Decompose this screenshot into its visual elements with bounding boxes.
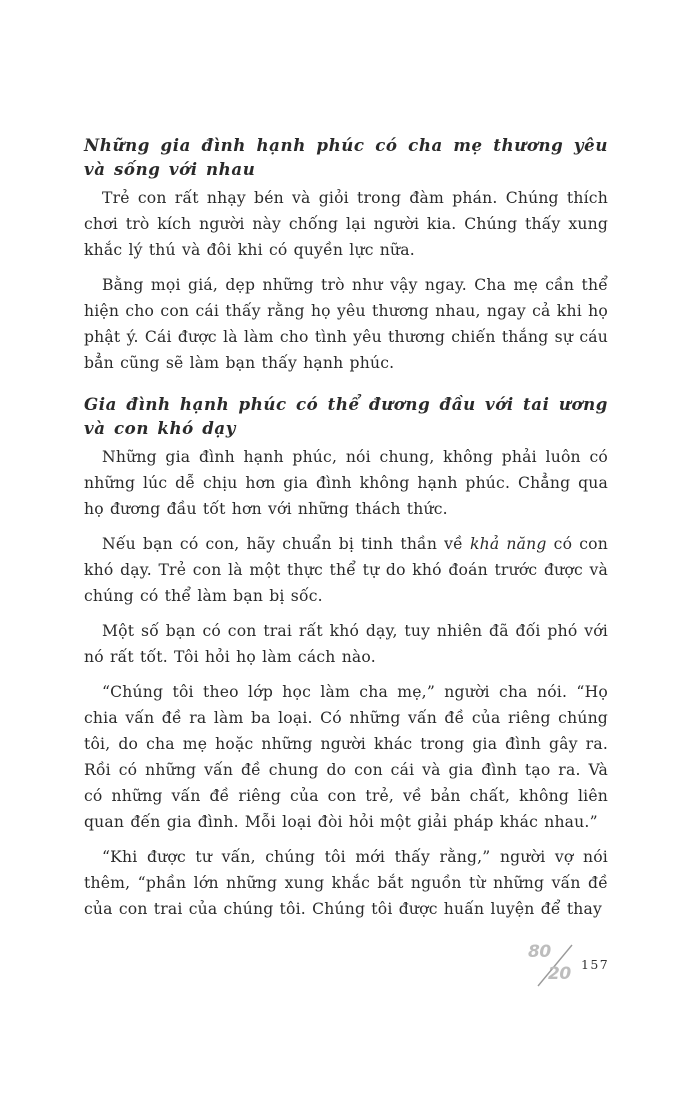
logo-top-number: 80 <box>528 942 551 962</box>
paragraph-with-emphasis <box>84 531 608 609</box>
logo-bottom-number: 20 <box>548 964 571 984</box>
paragraph: Trẻ con rất nhạy bén và giỏi trong đàm phán. Chúng thích chơi trò kích người này chống lại người kia. Chúng thấy xung khắc lý thú và đôi khi có quyền lực nữa. <box>84 189 608 259</box>
paragraph-quote-father: “Chúng tôi theo lớp học làm cha mẹ,” người cha nói. “Họ chia vấn đề ra làm ba loại. Có những vấn đề của riêng chúng tôi, do cha mẹ hoặc những người khác trong gia đình gây ra. Rồi có những vấn đề chung do con cái và gia đình tạo ra. Và có những vấn đề riêng của con trẻ, về bản chất, không liên quan đến gia đình. Mỗi loại đòi hỏi một giải pháp khác nhau.” <box>84 683 608 831</box>
paragraph: Một số bạn có con trai rất khó dạy, tuy nhiên đã đối phó với nó rất tốt. Tôi hỏi họ làm cách nào. <box>84 622 608 666</box>
section-heading-happy-families-loving-parents: Những gia đình hạnh phúc có cha mẹ thương yêu và sống với nhau <box>84 135 608 179</box>
emphasis-text: khả năng <box>469 535 547 553</box>
page-number: 157 <box>581 957 610 972</box>
section-heading-happy-families-adversity: Gia đình hạnh phúc có thể đương đầu với tai ương và con khó dạy <box>84 394 608 438</box>
paragraph-text: có con khó dạy. Trẻ con là một thực thể tự do khó đoán trước được và chúng có thể làm bạn bị sốc. <box>84 535 608 605</box>
paragraph: Bằng mọi giá, dẹp những trò như vậy ngay. Cha mẹ cần thể hiện cho con cái thấy rằng họ yêu thương nhau, ngay cả khi họ phật ý. Cái được là làm cho tình yêu thương chiến thắng sự cáu bẳn cũng sẽ làm bạn thấy hạnh phúc. <box>84 276 608 372</box>
page-body <box>84 133 608 922</box>
paragraph-text: Nếu bạn có con, hãy chuẩn bị tinh thần về <box>102 535 470 553</box>
book-logo-80-20 <box>524 942 580 988</box>
paragraph: Những gia đình hạnh phúc, nói chung, không phải luôn có những lúc dễ chịu hơn gia đình không hạnh phúc. Chẳng qua họ đương đầu tốt hơn với những thách thức. <box>84 448 608 518</box>
paragraph-quote-wife: “Khi được tư vấn, chúng tôi mới thấy rằng,” người vợ nói thêm, “phần lớn những xung khắc bắt nguồn từ những vấn đề của con trai của chúng tôi. Chúng tôi được huấn luyện để thay <box>84 848 608 918</box>
